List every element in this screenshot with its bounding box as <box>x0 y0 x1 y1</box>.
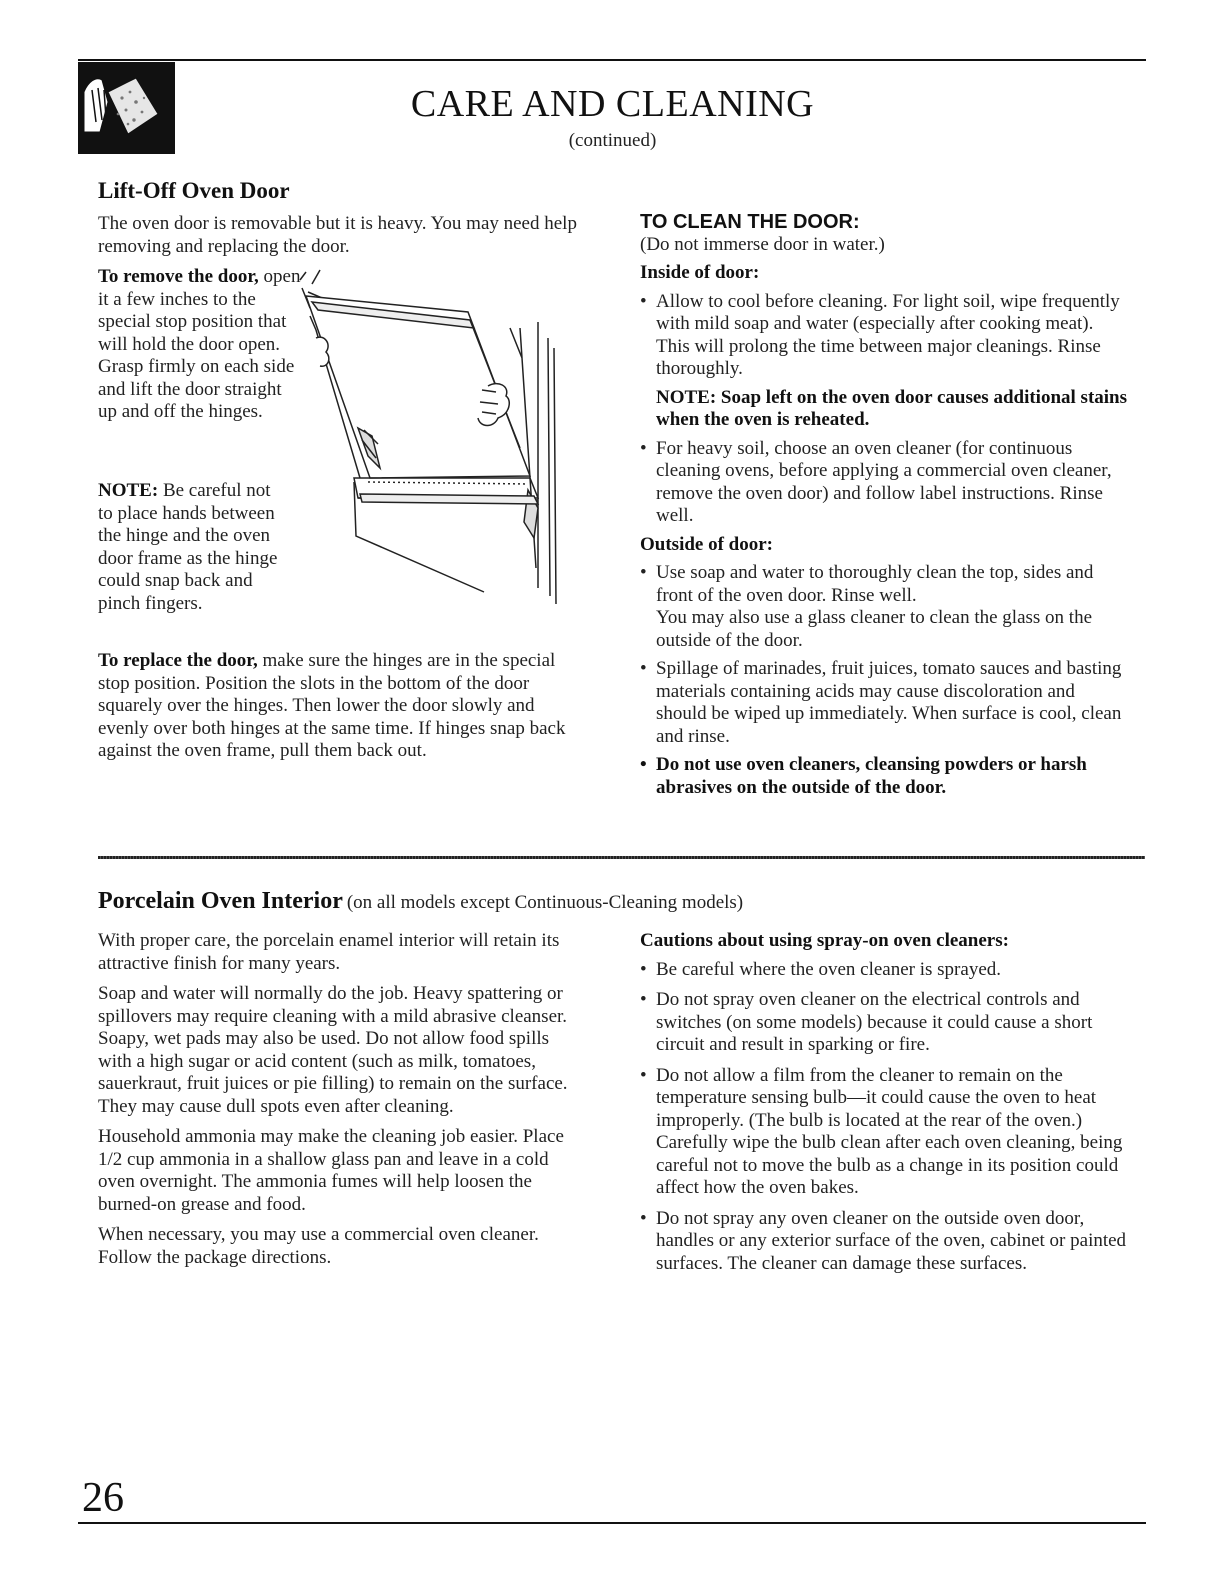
lift-off-heading: Lift-Off Oven Door <box>98 178 290 203</box>
footer-rule <box>78 1522 1146 1524</box>
lift-off-intro: The oven door is removable but it is heavy. You may need help removing and replacing the door. <box>98 213 577 257</box>
inside-bullet-1: • Allow to cool before cleaning. For light soil, wipe frequently with mild soap and water (especially after cooking meat). This will prolong the time between major cleanings. Rinse thoroughly. <box>640 291 1130 381</box>
replace-door-text <box>98 650 568 763</box>
page-number: 26 <box>82 1475 124 1521</box>
remove-door-body: open it a few inches to the special stop position that will hold the door open. Grasp firmly on each side and lift the door straight up and off the hinges. <box>98 266 301 422</box>
outside-bullet-3: • Do not use oven cleaners, cleansing powders or harsh abrasives on the outside of the door. <box>640 754 1130 799</box>
outside-bullet-1: • Use soap and water to thoroughly clean the top, sides and front of the oven door. Rinse well. <box>640 562 1130 607</box>
replace-door-lead: To replace the door, <box>98 650 258 671</box>
inside-bullet-2: • For heavy soil, choose an oven cleaner (for continuous cleaning ovens, before applying a commercial oven cleaner, remove the oven door) and follow label instructions. Rinse well. <box>640 438 1130 528</box>
porcelain-left-column <box>98 930 576 1269</box>
inside-door-heading: Inside of door: <box>640 262 760 283</box>
replace-door-body: make sure the hinges are in the special stop position. Position the slots in the bottom of the door squarely over the hinges. Then lower the door slowly and evenly over both hinges at the same time. If hinges snap back against the oven frame, pull them back out. <box>98 650 566 761</box>
page-subtitle: (continued) <box>568 130 657 151</box>
outside-bullet-1b: You may also use a glass cleaner to clean the glass on the outside of the door. <box>656 607 1093 651</box>
porcelain-p1: With proper care, the porcelain enamel interior will retain its attractive finish for many years. <box>98 930 560 974</box>
remove-door-text <box>98 266 303 424</box>
porcelain-p4: When necessary, you may use a commercial oven cleaner. Follow the package directions. <box>98 1224 539 1268</box>
cautions-column <box>640 930 1130 1275</box>
caution-4: • Do not spray any oven cleaner on the outside oven door, handles or any exterior surface of the oven, cabinet or painted surfaces. The cleaner can damage these surfaces. <box>640 1208 1130 1276</box>
porcelain-heading-row <box>98 888 1138 915</box>
outside-door-heading: Outside of door: <box>640 533 773 555</box>
clean-door-heading: TO CLEAN THE DOOR: <box>640 211 860 233</box>
inside-note: NOTE: Soap left on the oven door causes additional stains when the oven is reheated. <box>656 386 1128 430</box>
header-rule <box>78 59 1146 61</box>
cautions-heading: Cautions about using spray-on oven cleaners: <box>640 930 1009 951</box>
clean-door-subheading: (Do not immerse door in water.) <box>640 233 885 255</box>
oven-door-removal-illustration <box>298 268 568 604</box>
note-text <box>98 480 288 615</box>
porcelain-p2: Soap and water will normally do the job. Heavy spattering or spillovers may require cleaning with a mild abrasive cleanser. Soapy, wet pads may also be used. Do not allow food spills with a high sugar or acid content (such as milk, tomatoes, sauerkraut, fruit juices or pie filling) to remain on the surface. They may cause dull spots even after cleaning. <box>98 983 568 1117</box>
section-divider <box>98 856 1145 859</box>
remove-door-lead: To remove the door, <box>98 266 259 287</box>
porcelain-heading-note: (on all models except Continuous-Cleaning models) <box>346 892 744 913</box>
caution-2: • Do not spray oven cleaner on the electrical controls and switches (on some models) because it could cause a short circuit and result in sparking or fire. <box>640 989 1130 1057</box>
caution-1: • Be careful where the oven cleaner is sprayed. <box>640 959 1130 982</box>
caution-3: • Do not allow a film from the cleaner to remain on the temperature sensing bulb—it could cause the oven to heat improperly. (The bulb is located at the rear of the oven.) Carefully wipe the bulb clean after each oven cleaning, being careful not to move the bulb as a change in its position could affect how the oven bakes. <box>640 1065 1130 1200</box>
porcelain-heading: Porcelain Oven Interior <box>98 888 343 914</box>
note-body: Be careful not to place hands between the hinge and the oven door frame as the hinge could snap back and pinch fingers. <box>98 480 278 614</box>
outside-bullet-2: • Spillage of marinades, fruit juices, tomato sauces and basting materials containing acids may cause discoloration and should be wiped up immediately. When surface is cool, clean and rinse. <box>640 658 1130 748</box>
porcelain-p3: Household ammonia may make the cleaning job easier. Place 1/2 cup ammonia in a shallow glass pan and leave in a cold oven overnight. The ammonia fumes will help loosen the burned-on grease and food. <box>98 1126 564 1215</box>
clean-door-section <box>640 211 1130 799</box>
page-title: CARE AND CLEANING <box>410 83 815 125</box>
note-lead: NOTE: <box>98 480 159 501</box>
